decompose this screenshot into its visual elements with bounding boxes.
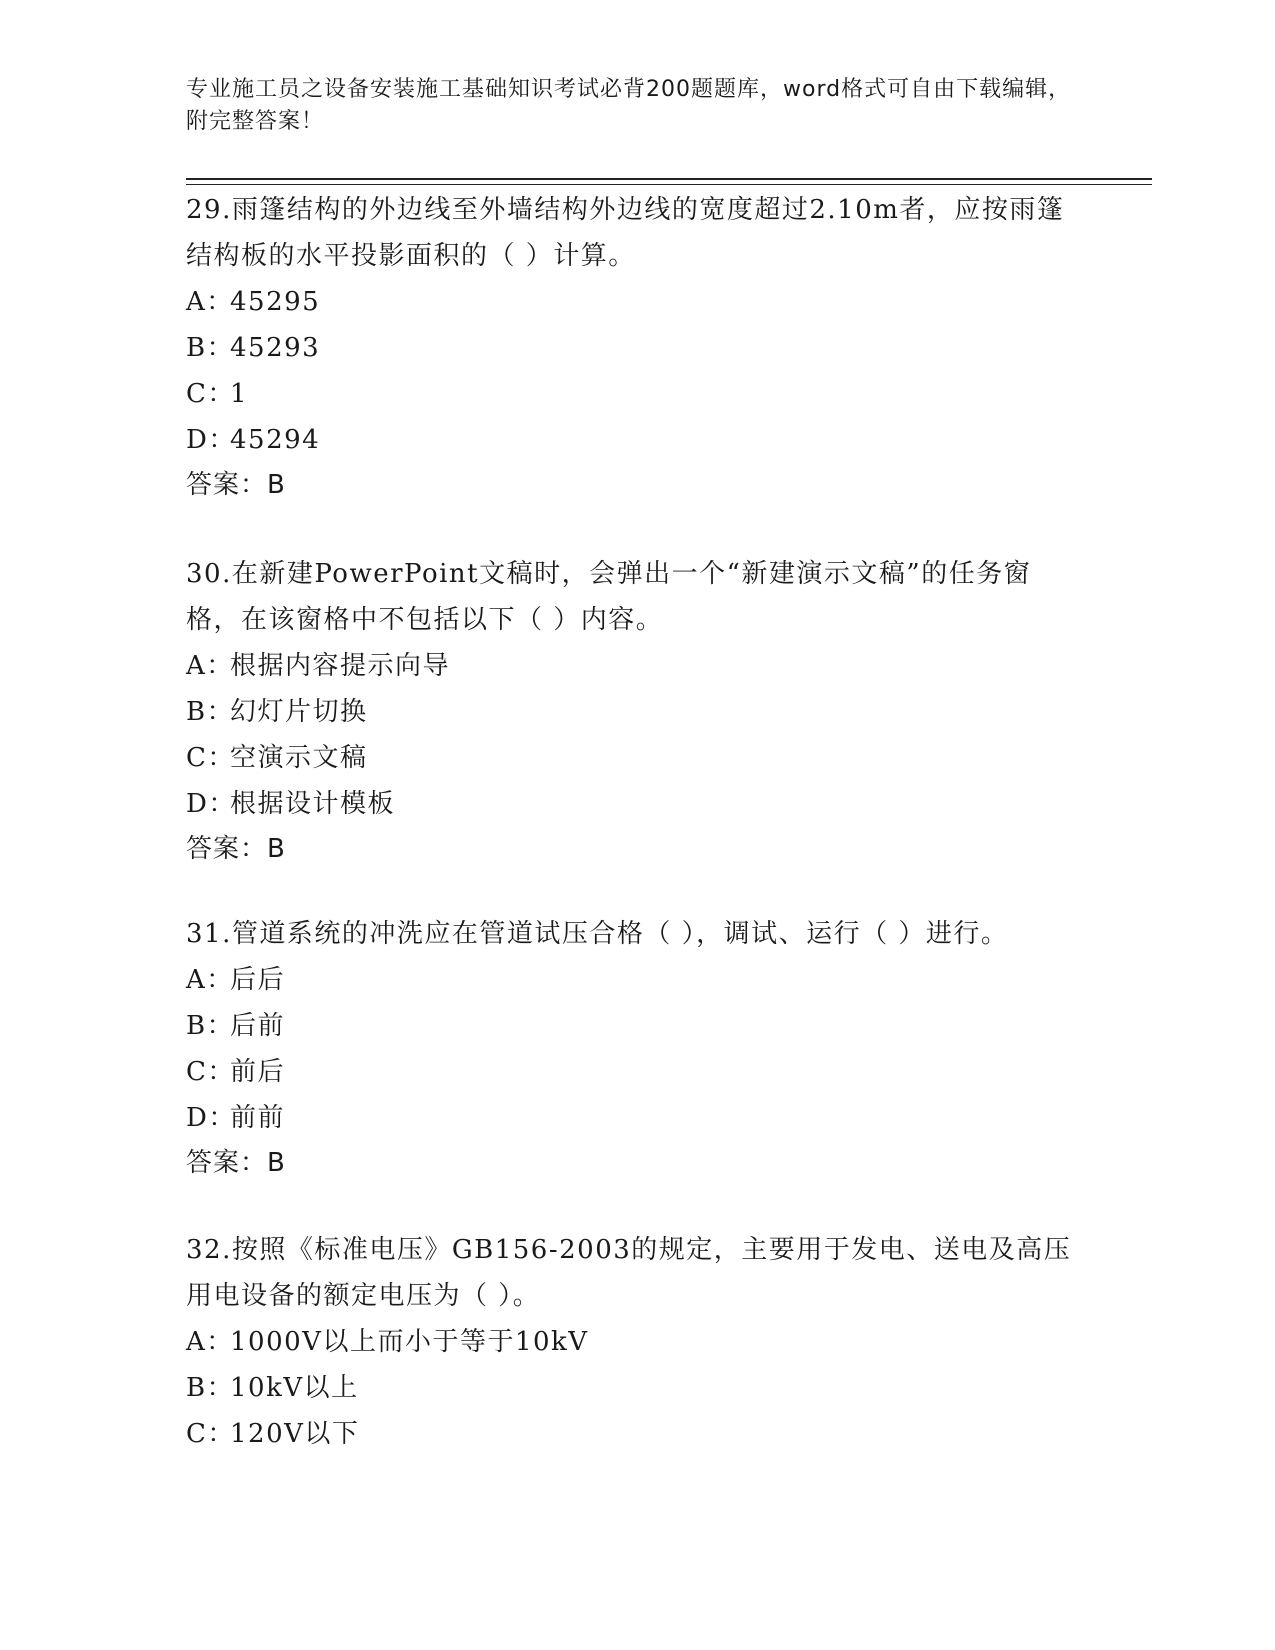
option-d: D：45294	[186, 425, 321, 455]
option-a: A：45295	[186, 287, 321, 317]
document-header: 专业施工员之设备安装施工基础知识考试必背200题题库，word格式可自由下载编辑，附完整答案！	[186, 77, 1072, 134]
question-31	[186, 911, 1086, 1185]
question-32	[186, 1227, 1086, 1457]
answer-label: 答案：B	[186, 834, 286, 864]
question-30	[186, 551, 1086, 871]
option-a: A：1000V以上而小于等于10kV	[186, 1327, 589, 1357]
question-29	[186, 187, 1086, 507]
option-d: D：前前	[186, 1103, 286, 1133]
option-d: D：根据设计模板	[186, 789, 396, 819]
answer-label: 答案：B	[186, 470, 286, 500]
option-b: B：幻灯片切换	[186, 697, 368, 727]
option-c: C：120V以下	[186, 1419, 360, 1449]
option-a: A：后后	[186, 965, 286, 995]
option-c: C：空演示文稿	[186, 743, 368, 773]
question-text: 29.雨篷结构的外边线至外墙结构外边线的宽度超过2.10m者，应按雨篷结构板的水平投影面积的（ ）计算。	[186, 195, 1065, 271]
option-b: B：10kV以上	[186, 1373, 359, 1403]
option-a: A：根据内容提示向导	[186, 651, 451, 681]
option-b: B：后前	[186, 1011, 286, 1041]
header-divider-thick	[186, 178, 1152, 180]
option-b: B：45293	[186, 333, 321, 363]
option-c: C：1	[186, 379, 249, 409]
option-c: C：前后	[186, 1057, 286, 1087]
answer-label: 答案：B	[186, 1148, 286, 1178]
question-text: 31.管道系统的冲洗应在管道试压合格（ ），调试、运行（ ）进行。	[186, 919, 1009, 949]
header-divider-thin	[186, 184, 1152, 185]
question-text: 32.按照《标准电压》GB156-2003的规定，主要用于发电、送电及高压用电设备的额定电压为（ ）。	[186, 1235, 1072, 1311]
question-text: 30.在新建PowerPoint文稿时，会弹出一个“新建演示文稿”的任务窗格，在该窗格中不包括以下（ ）内容。	[186, 559, 1032, 635]
